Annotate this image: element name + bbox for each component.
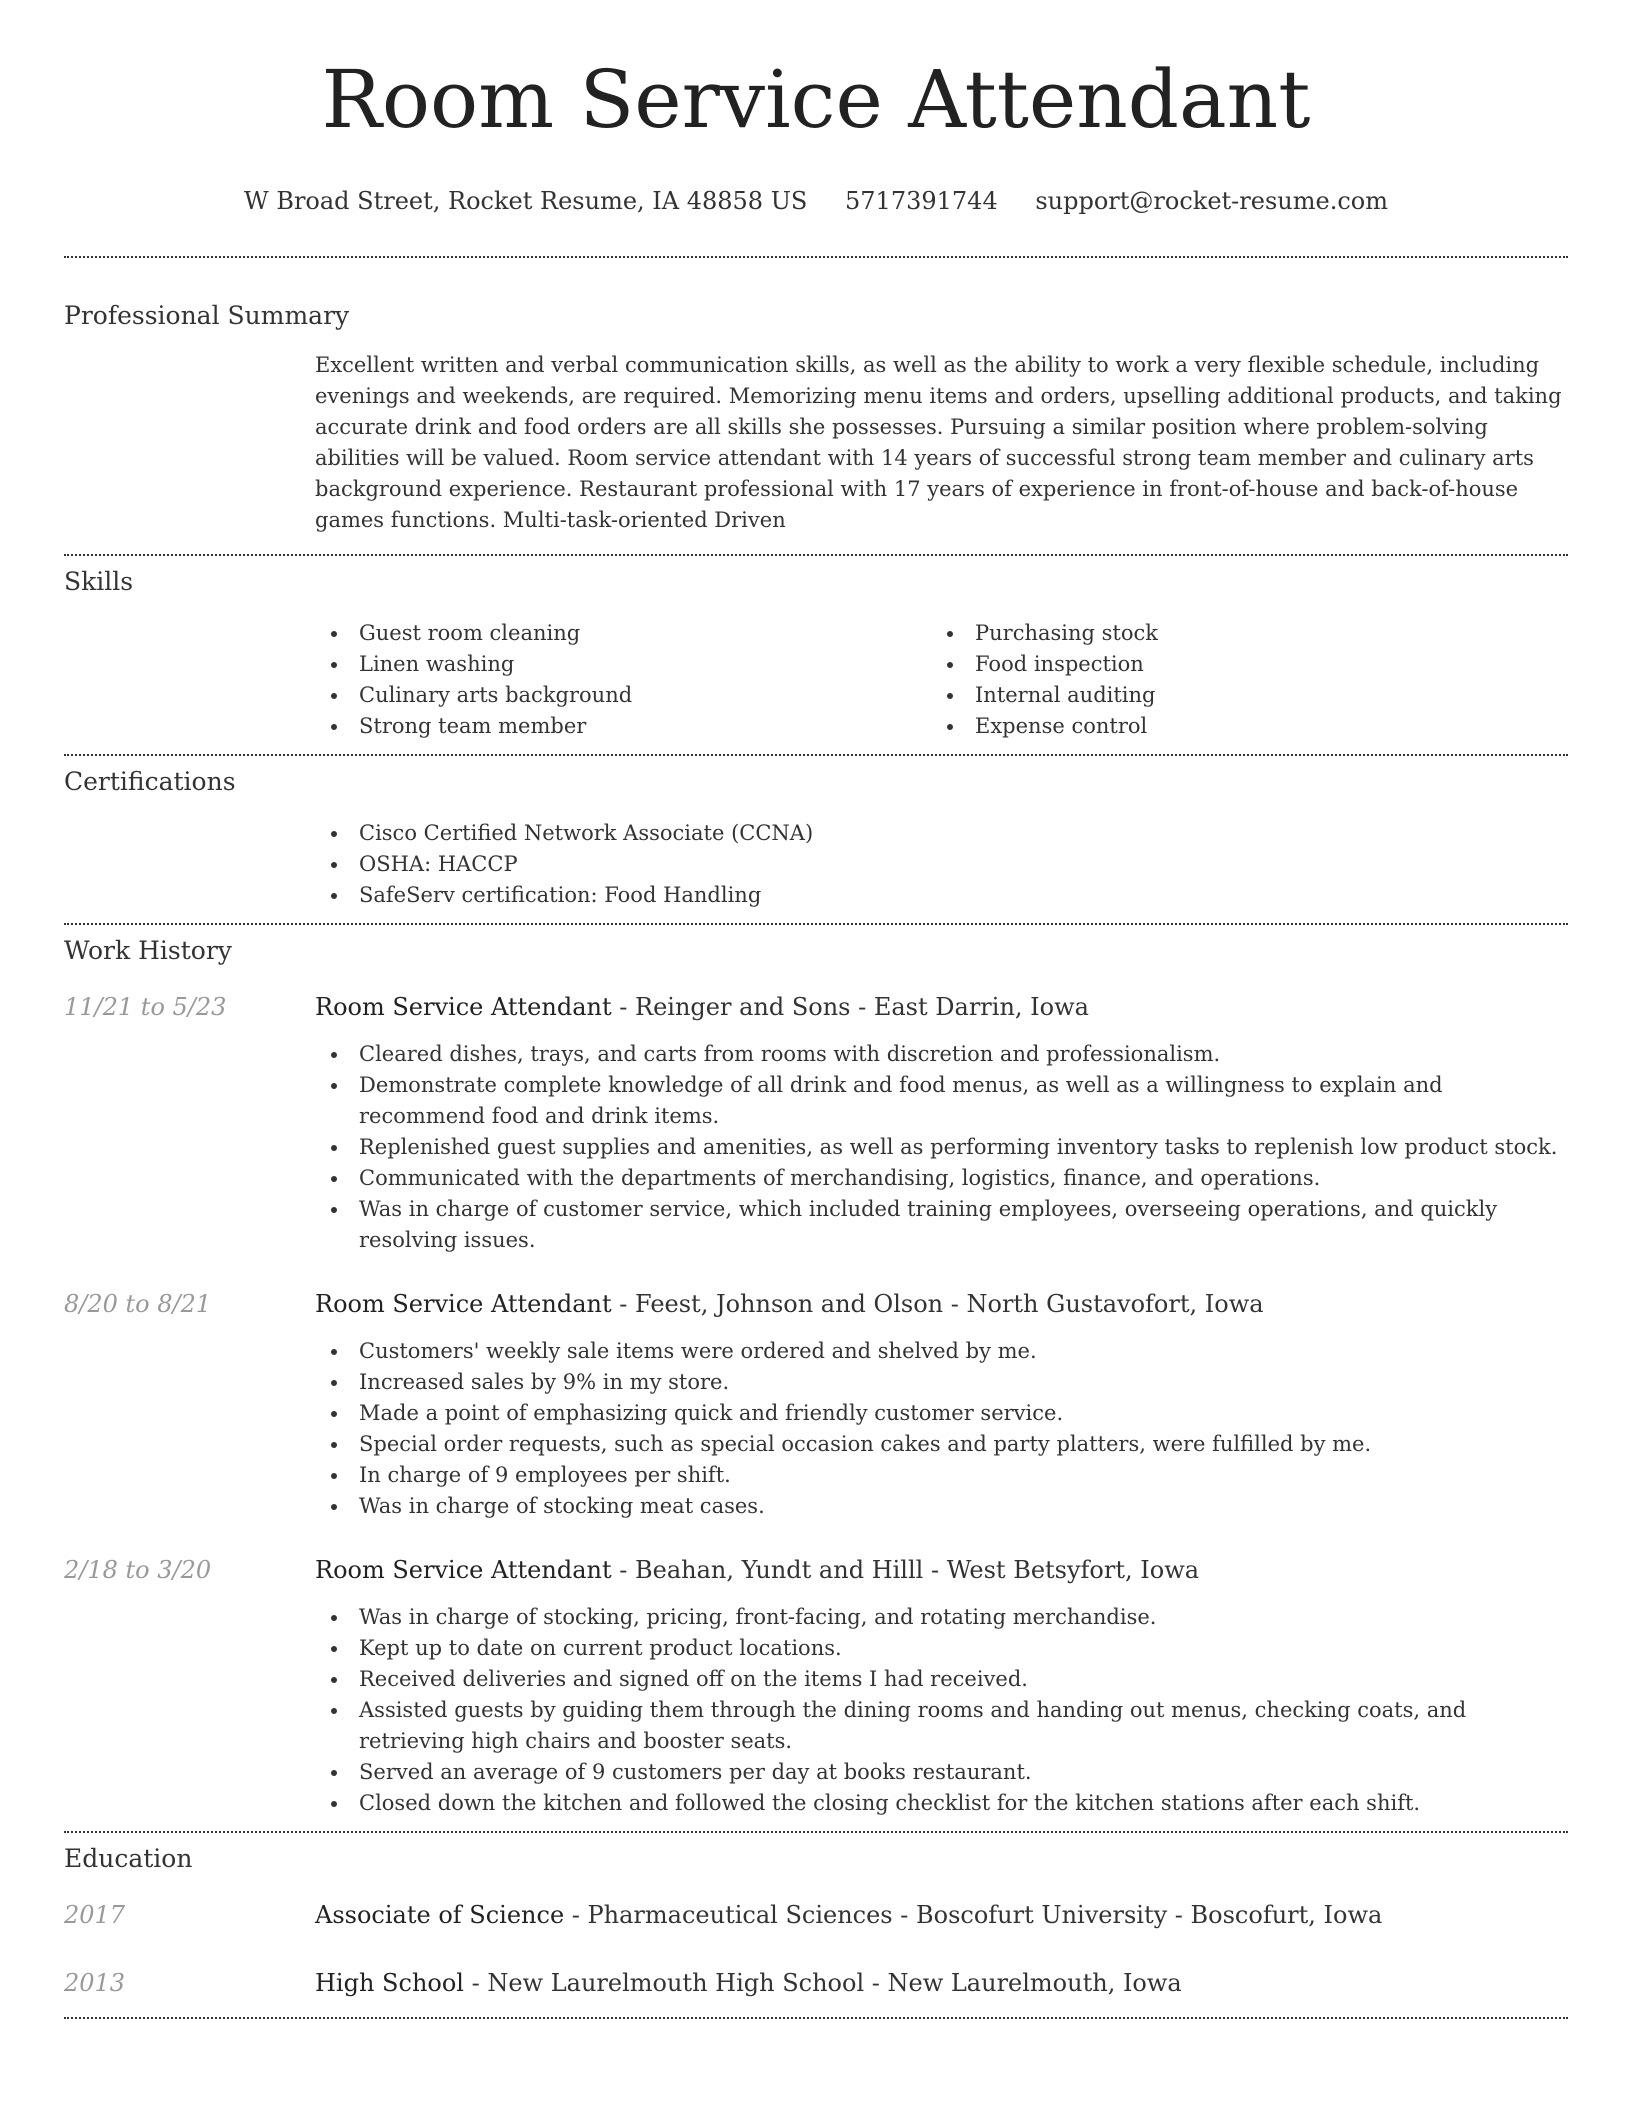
resume-name: Room Service Attendant — [321, 53, 1311, 146]
job-header — [64, 991, 1568, 1023]
section-title: Education — [64, 1844, 193, 1873]
section-title: Work History — [64, 936, 232, 965]
job-role: Room Service Attendant — [315, 993, 612, 1021]
education-year: 2013 — [64, 1969, 126, 1997]
summary-section — [64, 258, 1568, 536]
certifications-section — [64, 756, 1568, 911]
certifications-list — [315, 818, 1568, 911]
job-bullet: Increased sales by 9% in my store. — [315, 1367, 1568, 1398]
summary-text: Excellent written and verbal communication skills, as well as the ability to work a very flexible schedule, including evenings and weekends, are required. Memorizing menu items and orders, upselling additional products, and taking accurate drink and food orders are all skills she possesses. Pursuing a similar position where problem-solving abilities will be valued. Room service attendant with 14 years of successful strong team member and culinary arts background experience. Restaurant professional with 17 years of experience in front-of-house and back-of-house games functions. Multi-task-oriented Driven — [315, 353, 1562, 532]
job-bullet: Was in charge of stocking meat cases. — [315, 1491, 1568, 1522]
job-entry — [64, 1288, 1568, 1522]
contact-email[interactable]: support@rocket-resume.com — [1035, 187, 1388, 215]
education-entry — [64, 1899, 1568, 1931]
education-degree: High School — [315, 1969, 464, 1997]
job-bullets — [315, 1602, 1568, 1819]
divider — [64, 2017, 1568, 2019]
skill-item: Guest room cleaning — [315, 618, 931, 649]
job-title — [315, 1288, 1264, 1320]
skill-item: Linen washing — [315, 649, 931, 680]
job-employer: - Feest, Johnson and Olson - North Gustavofort, Iowa — [611, 1290, 1264, 1318]
skills-grid — [315, 618, 1568, 742]
skill-item: Food inspection — [931, 649, 1547, 680]
skill-item: Expense control — [931, 711, 1547, 742]
certification-item: OSHA: HACCP — [315, 849, 1568, 880]
job-bullet: Replenished guest supplies and amenities, as well as performing inventory tasks to replenish low product stock. — [315, 1132, 1568, 1163]
education-details: - New Laurelmouth High School - New Laurelmouth, Iowa — [463, 1969, 1182, 1997]
job-role: Room Service Attendant — [315, 1556, 612, 1584]
skill-item: Internal auditing — [931, 680, 1547, 711]
job-dates: 2/18 to 3/20 — [64, 1556, 212, 1584]
job-bullets — [315, 1039, 1568, 1256]
job-employer: - Beahan, Yundt and Hilll - West Betsyfort, Iowa — [611, 1556, 1200, 1584]
section-title: Certifications — [64, 767, 236, 796]
job-bullet: Special order requests, such as special occasion cakes and party platters, were fulfilled by me. — [315, 1429, 1568, 1460]
job-employer: - Reinger and Sons - East Darrin, Iowa — [611, 993, 1089, 1021]
certification-item: SafeServ certification: Food Handling — [315, 880, 1568, 911]
work-history-section — [64, 925, 1568, 1819]
job-bullet: Served an average of 9 customers per day at books restaurant. — [315, 1757, 1568, 1788]
job-bullet: Demonstrate complete knowledge of all drink and food menus, as well as a willingness to explain and recommend food and drink items. — [315, 1070, 1568, 1132]
job-bullet: Customers' weekly sale items were ordered and shelved by me. — [315, 1336, 1568, 1367]
contact-address: W Broad Street, Rocket Resume, IA 48858 US — [244, 187, 808, 215]
section-title: Professional Summary — [64, 301, 350, 330]
education-text — [315, 1967, 1182, 1999]
job-bullet: Was in charge of customer service, which included training employees, overseeing operations, and quickly resolving issues. — [315, 1194, 1568, 1256]
skills-section — [64, 556, 1568, 742]
job-header — [64, 1554, 1568, 1586]
education-degree: Associate of Science — [315, 1901, 565, 1929]
job-entry — [64, 991, 1568, 1256]
job-header — [64, 1288, 1568, 1320]
job-bullet: Cleared dishes, trays, and carts from rooms with discretion and professionalism. — [315, 1039, 1568, 1070]
job-bullets — [315, 1336, 1568, 1522]
skill-item: Purchasing stock — [931, 618, 1547, 649]
job-bullet: Closed down the kitchen and followed the closing checklist for the kitchen stations after each shift. — [315, 1788, 1568, 1819]
education-year: 2017 — [64, 1901, 126, 1929]
skill-item: Culinary arts background — [315, 680, 931, 711]
contact-phone: 5717391744 — [845, 187, 998, 215]
job-bullet: Was in charge of stocking, pricing, front-facing, and rotating merchandise. — [315, 1602, 1568, 1633]
skills-list-right — [931, 618, 1547, 742]
job-bullet: In charge of 9 employees per shift. — [315, 1460, 1568, 1491]
skills-list-left — [315, 618, 931, 742]
job-bullet: Kept up to date on current product locations. — [315, 1633, 1568, 1664]
education-section — [64, 1833, 1568, 1999]
certification-item: Cisco Certified Network Associate (CCNA) — [315, 818, 1568, 849]
job-title — [315, 1554, 1199, 1586]
job-bullet: Received deliveries and signed off on the items I had received. — [315, 1664, 1568, 1695]
skill-item: Strong team member — [315, 711, 931, 742]
job-entry — [64, 1554, 1568, 1819]
education-text — [315, 1899, 1382, 1931]
job-title — [315, 991, 1089, 1023]
job-bullet: Made a point of emphasizing quick and friendly customer service. — [315, 1398, 1568, 1429]
job-bullet: Assisted guests by guiding them through the dining rooms and handing out menus, checking coats, and retrieving high chairs and booster seats. — [315, 1695, 1568, 1757]
education-entry — [64, 1967, 1568, 1999]
job-dates: 11/21 to 5/23 — [64, 993, 227, 1021]
job-dates: 8/20 to 8/21 — [64, 1290, 212, 1318]
education-details: - Pharmaceutical Sciences - Boscofurt University - Boscofurt, Iowa — [564, 1901, 1383, 1929]
job-bullet: Communicated with the departments of merchandising, logistics, finance, and operations. — [315, 1163, 1568, 1194]
job-role: Room Service Attendant — [315, 1290, 612, 1318]
contact-line — [64, 186, 1568, 216]
section-title: Skills — [64, 567, 134, 596]
